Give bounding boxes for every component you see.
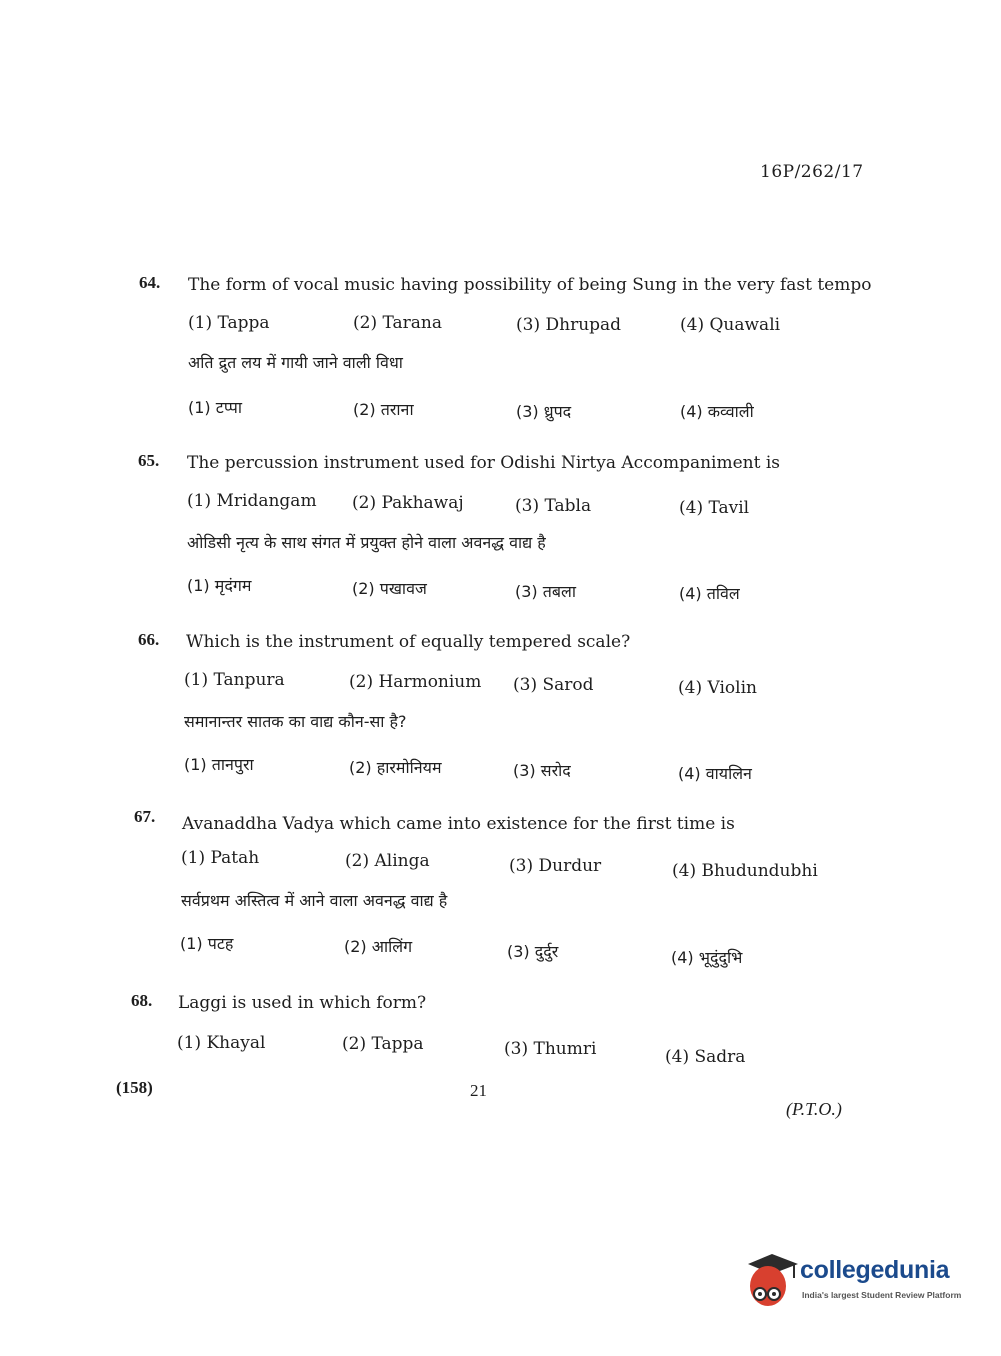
- option-hindi: (4) वायलिन: [678, 764, 752, 783]
- option: (2) Tappa: [342, 1034, 424, 1054]
- option: (4) Sadra: [665, 1047, 746, 1067]
- collegedunia-logo: [742, 1248, 972, 1318]
- option-hindi: (2) आलिंग: [344, 937, 413, 956]
- option: (1) Mridangam: [187, 491, 317, 511]
- question-number: 68.: [131, 991, 153, 1010]
- option-hindi: (2) तराना: [353, 400, 414, 419]
- option-hindi: (3) तबला: [515, 582, 576, 601]
- option-hindi: (4) भूदुंदुभि: [671, 948, 743, 967]
- option: (3) Sarod: [513, 675, 594, 695]
- option-hindi: (4) कव्वाली: [680, 402, 754, 421]
- pto-note: (P.T.O.): [786, 1099, 842, 1119]
- option: (4) Quawali: [680, 315, 781, 335]
- question-text-hindi: समानान्तर सातक का वाद्य कौन-सा है?: [184, 712, 407, 731]
- option: (3) Tabla: [515, 496, 592, 516]
- option: (1) Tanpura: [184, 670, 285, 690]
- option-hindi: (3) सरोद: [513, 761, 571, 780]
- option: (2) Alinga: [345, 851, 430, 871]
- option-hindi: (3) दुर्दुर: [507, 942, 559, 961]
- question-text: Which is the instrument of equally tempered scale?: [186, 632, 631, 652]
- question-text-hindi: ओडिसी नृत्य के साथ संगत में प्रयुक्त होने वाला अवनद्ध वाद्य है: [187, 533, 546, 552]
- question-text: Laggi is used in which form?: [178, 993, 427, 1013]
- question-text-hindi: सर्वप्रथम अस्तित्व में आने वाला अवनद्ध वाद्य है: [181, 891, 448, 910]
- option: (3) Durdur: [509, 856, 602, 876]
- option: (3) Thumri: [504, 1039, 597, 1059]
- logo-name: collegedunia: [800, 1256, 950, 1284]
- option: (4) Bhudundubhi: [672, 861, 818, 881]
- option: (3) Dhrupad: [516, 315, 622, 335]
- question-text: The percussion instrument used for Odishi Nirtya Accompaniment is: [187, 453, 781, 473]
- question-text: The form of vocal music having possibility of being Sung in the very fast tempo: [188, 275, 872, 295]
- question-number: 64.: [139, 273, 161, 292]
- option: (2) Harmonium: [349, 672, 482, 692]
- option-hindi: (3) ध्रुपद: [516, 402, 572, 421]
- option-hindi: (1) तानपुरा: [184, 755, 254, 774]
- option-hindi: (1) पटह: [180, 934, 234, 953]
- option-hindi: (1) मृदंगम: [187, 576, 252, 595]
- option-hindi: (2) हारमोनियम: [349, 758, 442, 777]
- option: (4) Violin: [678, 678, 757, 698]
- logo-tagline: India's largest Student Review Platform: [802, 1290, 962, 1300]
- page-number: 21: [470, 1081, 487, 1100]
- mascot-icon: [742, 1250, 800, 1312]
- question-number: 67.: [134, 807, 156, 826]
- question-text: Avanaddha Vadya which came into existence for the first time is: [182, 814, 735, 834]
- option: (4) Tavil: [679, 498, 750, 518]
- option: (1) Khayal: [177, 1033, 266, 1053]
- option: (1) Tappa: [188, 313, 270, 333]
- option: (1) Patah: [181, 848, 260, 868]
- option-hindi: (4) तविल: [679, 584, 740, 603]
- option-hindi: (2) पखावज: [352, 579, 427, 598]
- question-text-hindi: अति द्रुत लय में गायी जाने वाली विधा: [188, 353, 403, 372]
- paper-code: 16P/262/17: [760, 162, 864, 182]
- question-number: 65.: [138, 451, 160, 470]
- booklet-code: (158): [116, 1078, 153, 1097]
- option: (2) Pakhawaj: [352, 493, 464, 513]
- option: (2) Tarana: [353, 313, 442, 333]
- question-number: 66.: [138, 630, 160, 649]
- option-hindi: (1) टप्पा: [188, 398, 242, 417]
